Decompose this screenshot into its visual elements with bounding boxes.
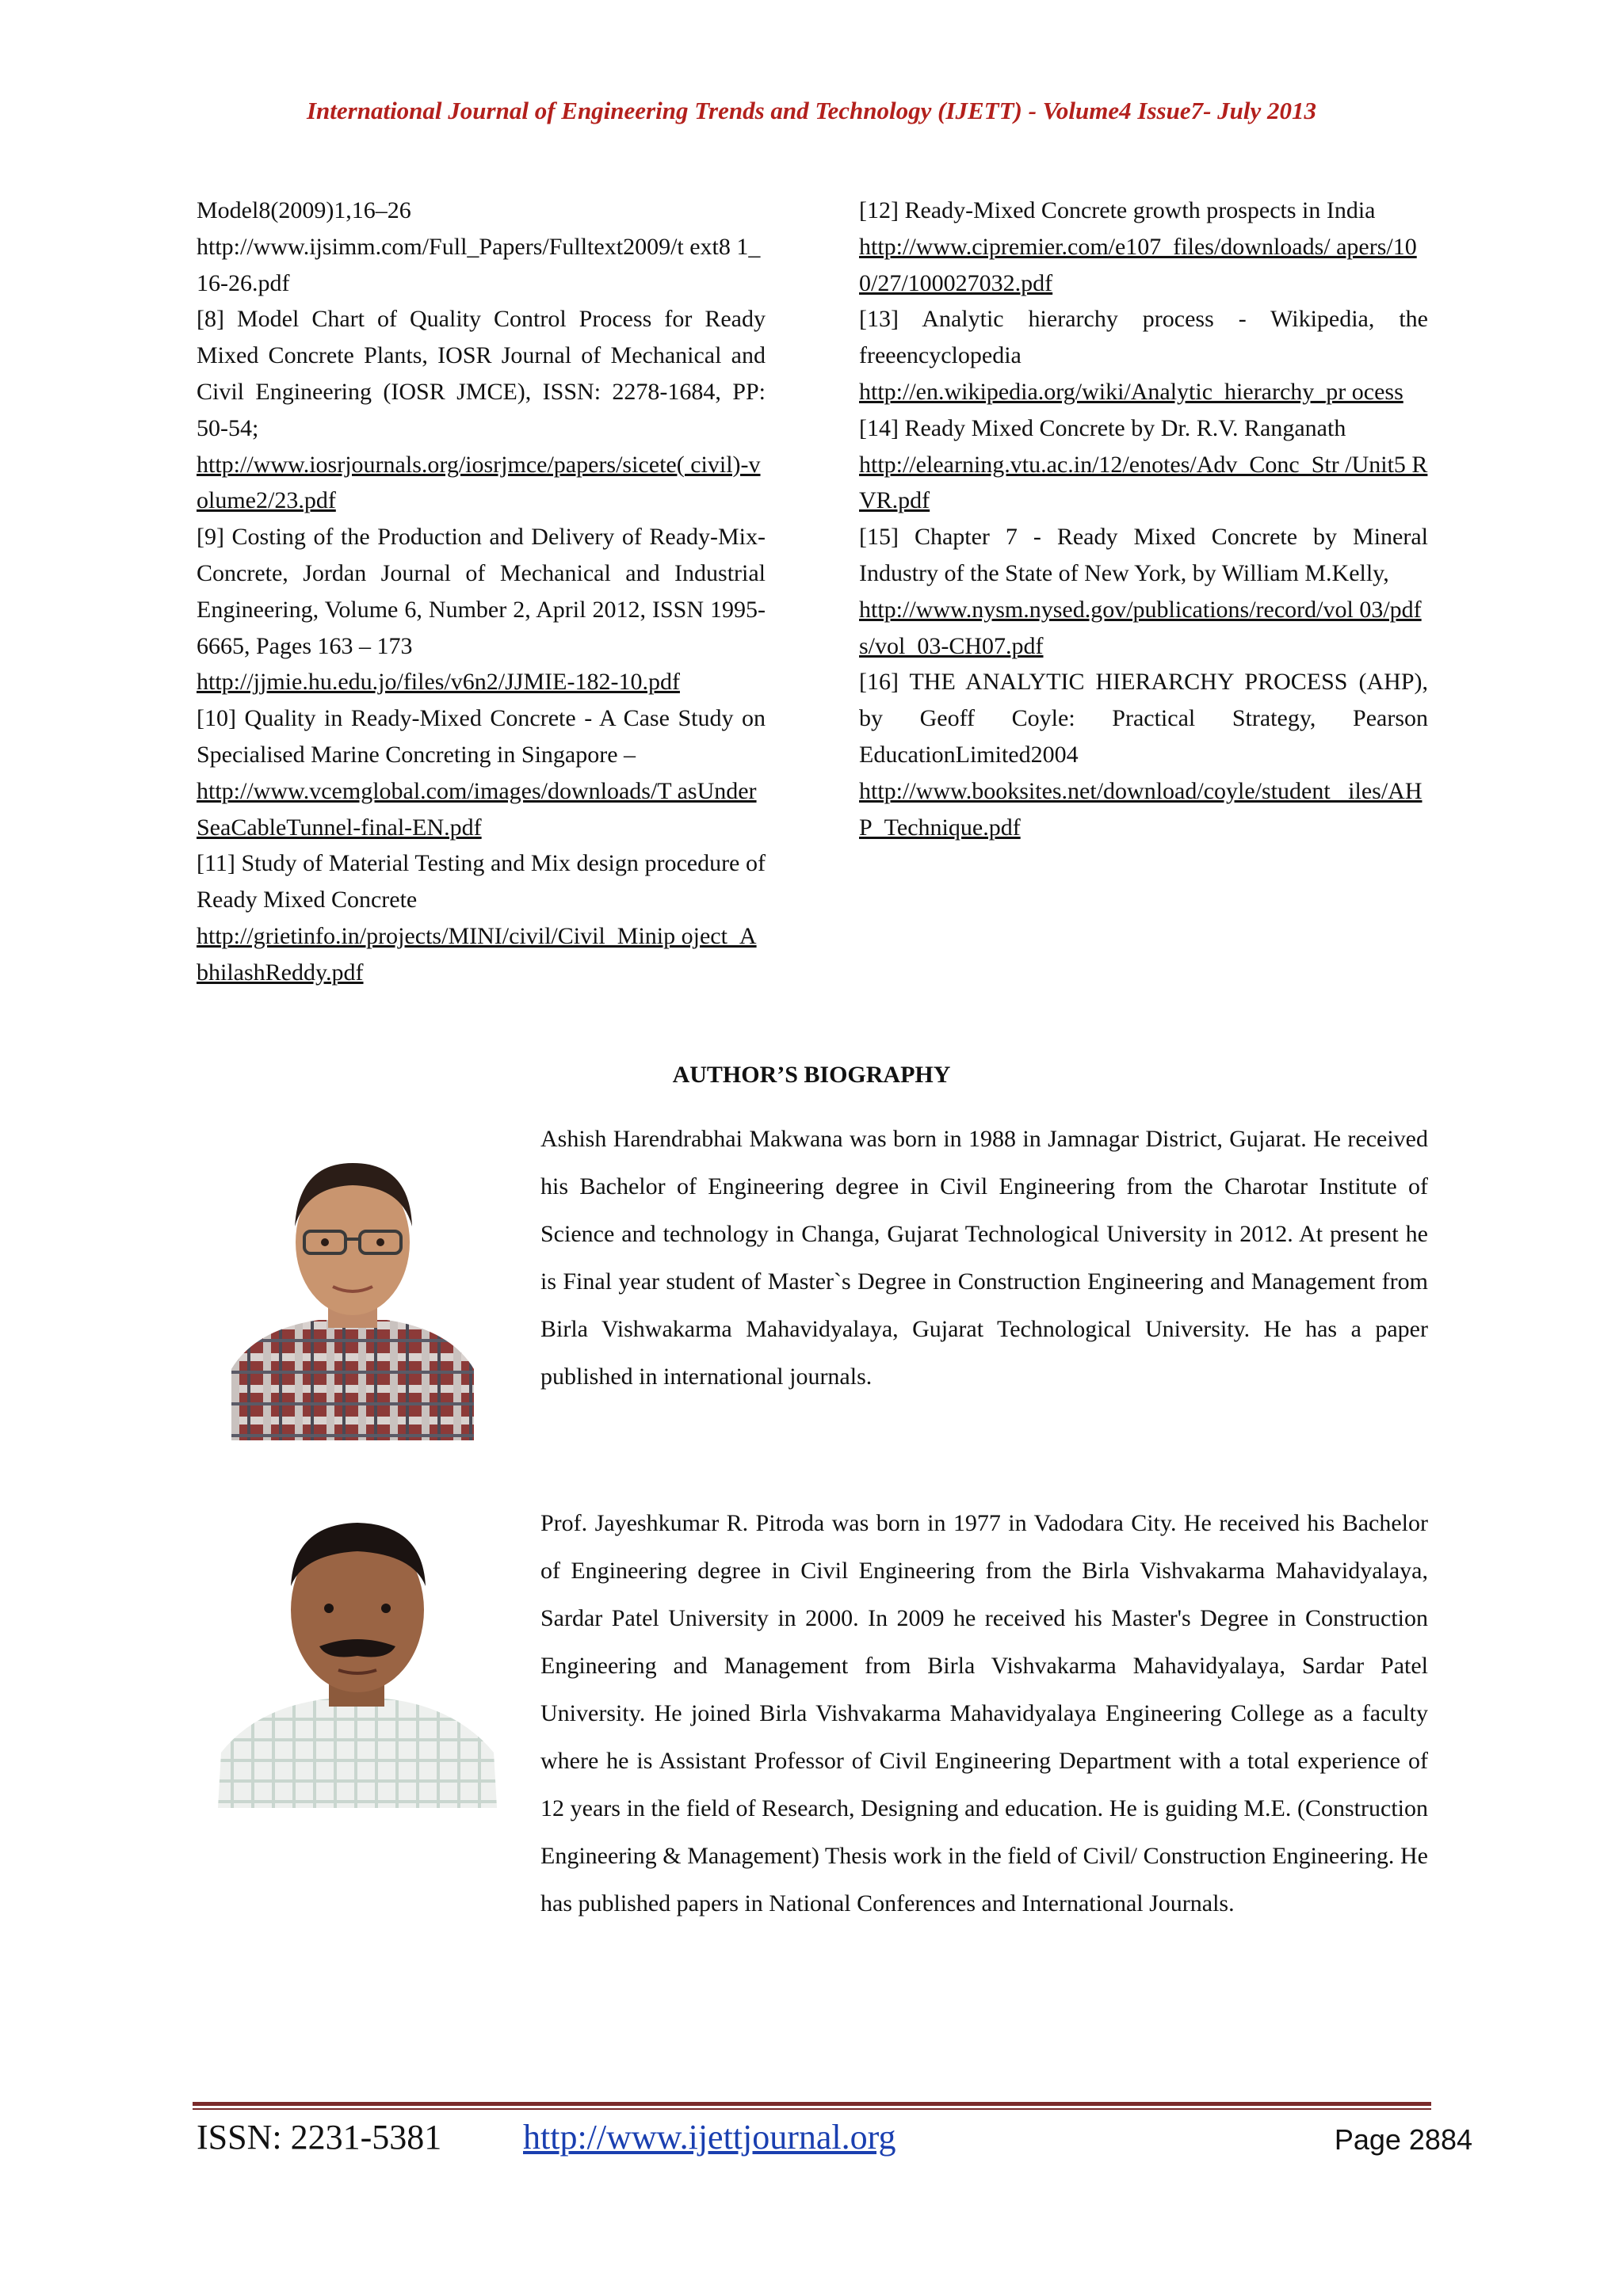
reference-link[interactable]: http://grietinfo.in/projects/MINI/civil/Civil_Minip oject_AbhilashReddy.pdf (197, 922, 757, 986)
reference-entry: http://www.ijsimm.com/Full_Papers/Fulltext2009/t ext8 1_16-26.pdf (197, 233, 761, 296)
footer-rule (193, 2102, 1431, 2106)
reference-link[interactable]: http://www.iosrjournals.org/iosrjmce/papers/sicete( civil)-volume2/23.pdf (197, 451, 761, 514)
reference-link[interactable]: http://elearning.vtu.ac.in/12/enotes/Adv_Conc_Str /Unit5 RVR.pdf (859, 451, 1428, 514)
reference-link[interactable]: http://www.booksites.net/download/coyle/student_ iles/AHP_Technique.pdf (859, 777, 1423, 841)
reference-10: [10] Quality in Ready-Mixed Concrete - A Case Study on Specialised Marine Concreting in Singapore – (197, 705, 766, 768)
author1-biography: Ashish Harendrabhai Makwana was born in 1988 in Jamnagar District, Gujarat. He received his Bachelor of Engineering degree in Civil Engineering from the Charotar Institute of Science and technology in Changa, Gujarat Technological University in 2012. At present he is Final year student of Master`s Degree in Construction Engineering and Management from Birla Vishwakarma Mahavidyalaya, Gujarat Technological University. He has a paper published in international journals. (540, 1126, 1428, 1390)
biography-title: AUTHOR’S BIOGRAPHY (672, 1062, 951, 1088)
author2-biography: Prof. Jayeshkumar R. Pitroda was born in 1977 in Vadodara City. He received his Bachelor of Engineering degree in Civil Engineering from the Birla Vishvakarma Mahavidyalaya, Sardar Patel University in 2000. In 2009 he received his Master's Degree in Construction Engineering and Management from Birla Vishvakarma Mahavidyalaya, Sardar Patel University. He joined Birla Vishvakarma Mahavidyalaya Engineering College as a faculty where he is Assistant Professor of Civil Engineering Department with a total experience of 12 years in the field of Research, Designing and education. He is guiding M.E. (Construction Engineering & Management) Thesis work in the field of Civil/ Construction Engineering. He has published papers in National Conferences and International Journals. (540, 1510, 1428, 1917)
reference-link[interactable]: http://en.wikipedia.org/wiki/Analytic_hierarchy_pr ocess (859, 378, 1403, 405)
reference-entry: Model8(2009)1,16–26 (197, 197, 411, 223)
author1-portrait-icon (231, 1131, 474, 1440)
references-left-column (197, 193, 766, 991)
author2-portrait-icon (210, 1491, 503, 1808)
reference-14: [14] Ready Mixed Concrete by Dr. R.V. Ranganath (859, 414, 1346, 441)
reference-12: [12] Ready-Mixed Concrete growth prospects in India (859, 197, 1376, 223)
journal-header: International Journal of Engineering Trends and Technology (IJETT) - Volume4 Issue7- July 2013 (306, 97, 1317, 124)
reference-link[interactable]: http://www.cipremier.com/e107_files/downloads/ apers/100/27/100027032.pdf (859, 233, 1417, 296)
footer-issn: ISSN: 2231-5381 (197, 2118, 442, 2157)
footer-rule-thin (193, 2108, 1431, 2110)
reference-link[interactable]: http://jjmie.hu.edu.jo/files/v6n2/JJMIE-182-10.pdf (197, 669, 680, 696)
references-right-column (859, 193, 1428, 845)
reference-13: [13] Analytic hierarchy process - Wikipedia, the freeencyclopedia (859, 306, 1428, 369)
reference-15: [15] Chapter 7 - Ready Mixed Concrete by Mineral Industry of the State of New York, by William M.Kelly, (859, 524, 1428, 586)
footer-website-link[interactable]: http://www.ijettjournal.org (523, 2118, 896, 2157)
reference-link[interactable]: http://www.vcemglobal.com/images/downloads/T asUnderSeaCableTunnel-final-EN.pdf (197, 777, 757, 841)
reference-link[interactable]: http://www.nysm.nysed.gov/publications/record/vol 03/pdfs/vol_03-CH07.pdf (859, 596, 1422, 659)
reference-11: [11] Study of Material Testing and Mix design procedure of Ready Mixed Concrete (197, 850, 766, 913)
author1-photo (231, 1131, 474, 1440)
reference-16: [16] THE ANALYTIC HIERARCHY PROCESS (AHP), by Geoff Coyle: Practical Strategy, Pearson EducationLimited2004 (859, 669, 1428, 768)
footer-page-number: Page 2884 (1334, 2123, 1472, 2156)
reference-9: [9] Costing of the Production and Delivery of Ready-Mix-Concrete, Jordan Journal of Mechanical and Industrial Engineering, Volume 6, Number 2, April 2012, ISSN 1995-6665, Pages 163 – 173 (197, 524, 766, 659)
reference-8: [8] Model Chart of Quality Control Process for Ready Mixed Concrete Plants, IOSR Journal of Mechanical and Civil Engineering (IOSR JMCE), ISSN: 2278-1684, PP: 50-54; (197, 306, 766, 441)
author2-photo (210, 1491, 503, 1808)
